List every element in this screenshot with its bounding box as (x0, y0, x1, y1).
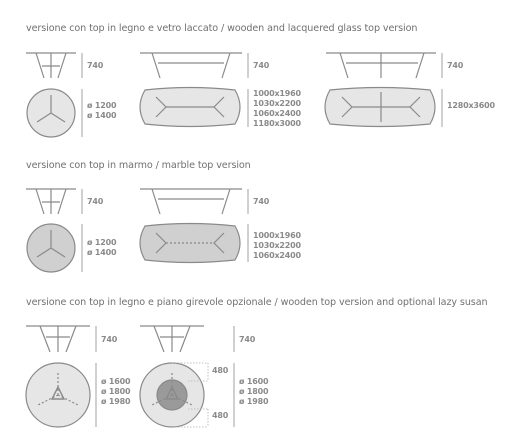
oval-table-plan-1 (140, 88, 248, 128)
oval-dim-1-4: 1180x3000 (253, 119, 301, 128)
round-table-elevation-1 (26, 53, 82, 78)
round-table-plan-2 (27, 224, 82, 272)
oval-table-elevation-2 (140, 189, 248, 214)
round-dim-3-3: ø 1980 (101, 397, 131, 406)
susan-offset-top: 480 (212, 366, 229, 375)
round-table-elevation-2 (26, 189, 82, 214)
large-table-elevation-1 (326, 53, 442, 78)
section-title-lazy-susan: versione con top in legno e piano girevole opzionale / wooden top version and optional lazy susan (26, 297, 488, 308)
susan-dim-1: ø 1600 (239, 377, 269, 386)
round-height-label-2: 740 (87, 197, 104, 206)
susan-offset-bottom: 480 (212, 411, 229, 420)
oval-dim-1-1: 1000x1960 (253, 89, 301, 98)
round-height-label-1: 740 (87, 61, 104, 70)
oval-table-elevation-1 (140, 53, 248, 78)
section-title-marble: versione con top in marmo / marble top version (26, 160, 251, 171)
round-dim-3-1: ø 1600 (101, 377, 131, 386)
oval-dim-1-3: 1060x2400 (253, 109, 301, 118)
oval-dim-2-2: 1030x2200 (253, 241, 301, 250)
oval-dim-2-1: 1000x1960 (253, 231, 301, 240)
large-table-plan-1 (325, 88, 442, 128)
oval-table-plan-2 (140, 224, 248, 263)
round-dim-3-2: ø 1800 (101, 387, 131, 396)
oval-dim-2-3: 1060x2400 (253, 251, 301, 260)
round-table-plan-1 (27, 89, 82, 137)
lazy-susan-elevation (140, 326, 234, 352)
round-dim-2-2: ø 1400 (87, 248, 117, 257)
round-table-plan-3 (26, 363, 96, 427)
round-dim-2-1: ø 1200 (87, 238, 117, 247)
large-height-label-1: 740 (447, 61, 464, 70)
oval-dim-1-2: 1030x2200 (253, 99, 301, 108)
large-dim-1-1: 1280x3600 (447, 101, 495, 110)
round-height-label-3: 740 (101, 335, 118, 344)
round-table-elevation-3 (26, 326, 96, 352)
susan-dim-2: ø 1800 (239, 387, 269, 396)
oval-height-label-1: 740 (253, 61, 270, 70)
oval-height-label-2: 740 (253, 197, 270, 206)
round-dim-1-1: ø 1200 (87, 101, 117, 110)
section-title-wood-glass: versione con top in legno e vetro laccato / wooden and lacquered glass top version (26, 23, 418, 34)
round-dim-1-2: ø 1400 (87, 111, 117, 120)
susan-height-label: 740 (239, 335, 256, 344)
susan-dim-3: ø 1980 (239, 397, 269, 406)
